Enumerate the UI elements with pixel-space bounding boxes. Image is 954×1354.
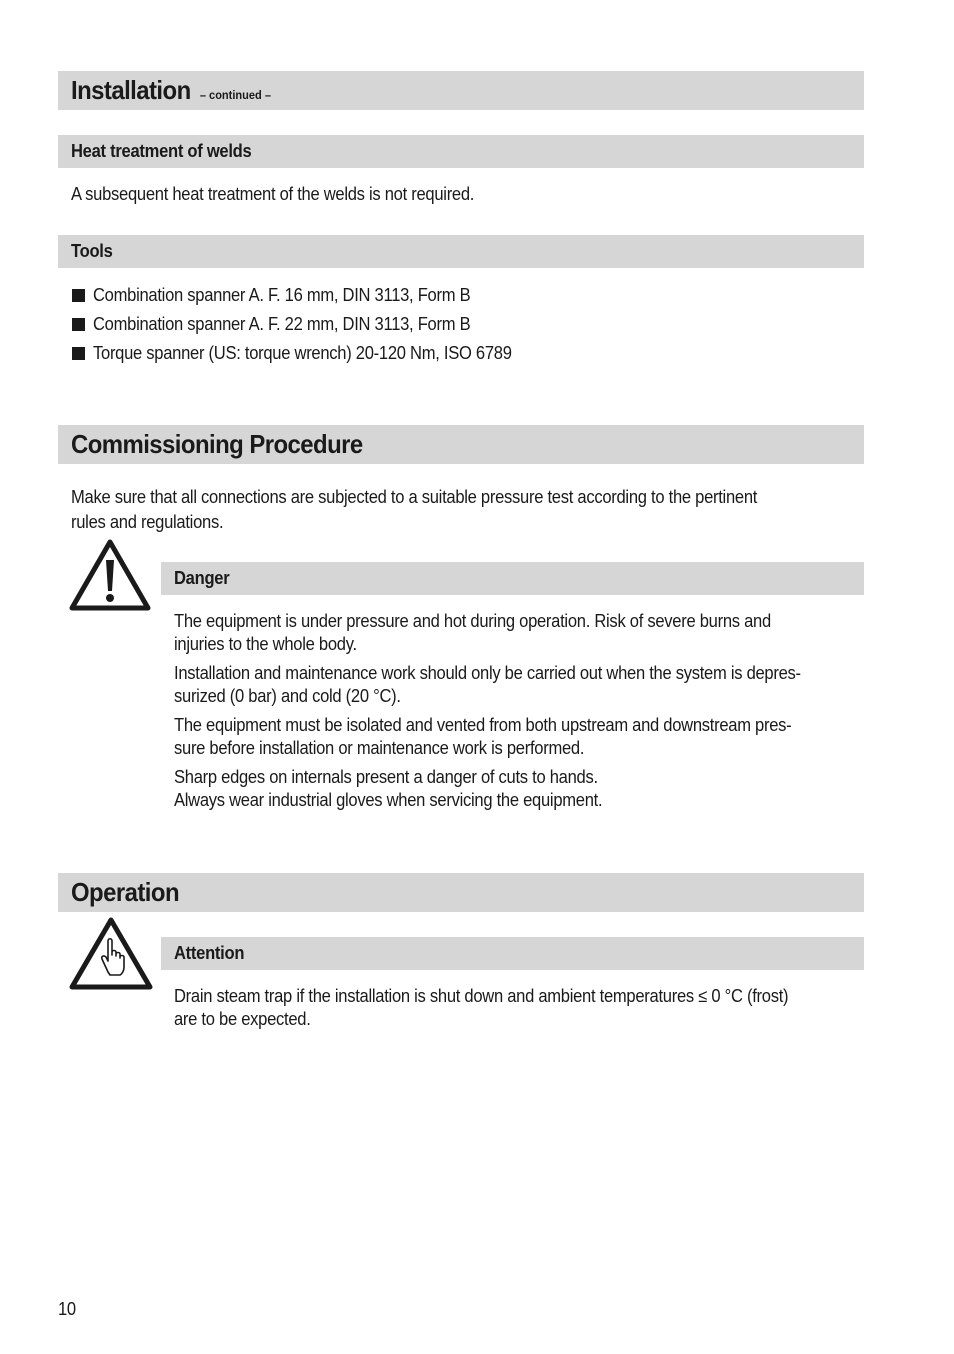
attention-heading: Attention bbox=[174, 943, 245, 963]
commissioning-text-line: Make sure that all connections are subjected to a suitable pressure test according to the pertinent bbox=[71, 487, 758, 507]
bullet-square-icon bbox=[72, 289, 85, 302]
warning-triangle-exclamation-icon bbox=[68, 538, 152, 612]
danger-text-line: surized (0 bar) and cold (20 °C). bbox=[174, 686, 401, 706]
page-number: 10 bbox=[58, 1299, 76, 1319]
tools-item: Combination spanner A. F. 16 mm, DIN 3113, Form B bbox=[93, 285, 471, 305]
installation-title: Installation – continued – bbox=[71, 75, 271, 105]
operation-header-bar bbox=[58, 873, 864, 912]
commissioning-header-bar bbox=[58, 425, 864, 464]
attention-text-line: are to be expected. bbox=[174, 1009, 311, 1029]
danger-text-line: sure before installation or maintenance work is performed. bbox=[174, 738, 585, 758]
tools-header-bar bbox=[58, 235, 864, 268]
danger-text-line: injuries to the whole body. bbox=[174, 634, 357, 654]
danger-heading: Danger bbox=[174, 568, 230, 588]
danger-text-line: The equipment is under pressure and hot during operation. Risk of severe burns and bbox=[174, 611, 771, 631]
tools-item: Torque spanner (US: torque wrench) 20-120 Nm, ISO 6789 bbox=[93, 343, 512, 363]
bullet-square-icon bbox=[72, 318, 85, 331]
danger-text-line: Sharp edges on internals present a danger of cuts to hands. bbox=[174, 767, 598, 787]
attention-header-bar bbox=[161, 937, 864, 970]
tools-item: Combination spanner A. F. 22 mm, DIN 3113, Form B bbox=[93, 314, 471, 334]
heat-treatment-text: A subsequent heat treatment of the welds is not required. bbox=[71, 184, 475, 204]
danger-header-bar bbox=[161, 562, 864, 595]
danger-text-line: Installation and maintenance work should only be carried out when the system is depres- bbox=[174, 663, 801, 683]
attention-text-line: Drain steam trap if the installation is shut down and ambient temperatures ≤ 0 °C (frost) bbox=[174, 986, 789, 1006]
bullet-square-icon bbox=[72, 347, 85, 360]
danger-text-line: The equipment must be isolated and vented from both upstream and downstream pres- bbox=[174, 715, 792, 735]
operation-title: Operation bbox=[71, 877, 179, 907]
commissioning-title: Commissioning Procedure bbox=[71, 429, 363, 459]
heat-treatment-heading: Heat treatment of welds bbox=[71, 141, 252, 161]
attention-hand-triangle-icon bbox=[68, 916, 154, 992]
danger-text-line: Always wear industrial gloves when servicing the equipment. bbox=[174, 790, 603, 810]
tools-heading: Tools bbox=[71, 241, 113, 261]
heat-treatment-header-bar bbox=[58, 135, 864, 168]
installation-header-bar bbox=[58, 71, 864, 110]
installation-subtitle: – continued – bbox=[199, 88, 271, 102]
commissioning-text-line: rules and regulations. bbox=[71, 512, 224, 532]
